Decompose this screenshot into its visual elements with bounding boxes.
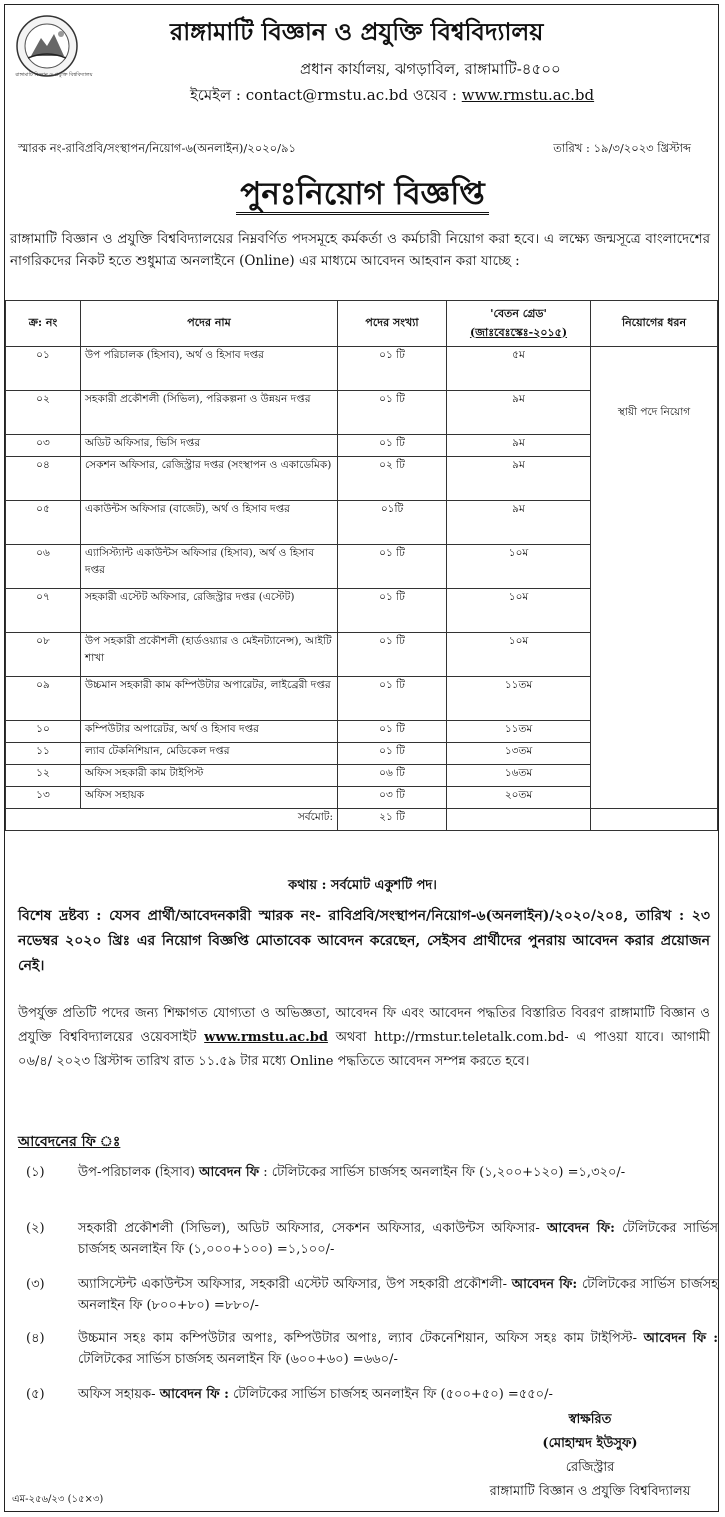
web-label: ওয়েব : [412, 86, 457, 104]
fee-bold: আবেদন ফি : [643, 1331, 718, 1346]
cell-sl: ০৬ [6, 545, 81, 589]
cell-sl: ০১ [6, 347, 81, 391]
cell-name: এ্যাসিস্ট্যান্ট একাউন্টস অফিসার (হিসাব), অর্থ ও হিসাব দপ্তর [81, 545, 338, 589]
cell-sl: ০৮ [6, 633, 81, 677]
cell-grade: ২০তম [447, 787, 591, 809]
fee-text [78, 1328, 718, 1370]
cell-grade: ১১তম [447, 677, 591, 721]
special-note: বিশেষ দ্রষ্টব্য : যেসব প্রার্থী/আবেদনকারী স্মারক নং- রাবিপ্রবি/সংস্থাপন/নিয়োগ-৬(অনলাইন)/২০২০/২০৪, তারিখ : ২৩ নভেম্বর ২০২০ খ্রিঃ এর নিয়োগ বিজ্ঞপ্তি মোতাবেক আবেদন করেছেন, সেইসব প্রার্থীদের পুনরায় আবেদন করার প্রয়োজন নেই। [18, 908, 710, 974]
fee-text [78, 1384, 718, 1405]
fee-post: টেলিটকের সার্ভিস চার্জসহ অনলাইন ফি (৬০০+৬০) =৬৬০/- [78, 1352, 398, 1367]
memo-reference: স্মারক নং-রাবিপ্রবি/সংস্থাপন/নিয়োগ-৬(অনলাইন)/২০২০/৯১ [18, 141, 296, 155]
cell-name: উচ্চমান সহকারী কাম কম্পিউটার অপারেটর, লাইব্রেরী দপ্তর [81, 677, 338, 721]
memo-date: তারিখ : ১৯/৩/২০২৩ খ্রিস্টাব্দ [553, 141, 691, 155]
logo-caption: রাঙ্গামাটি বিজ্ঞান ও প্রযুক্তি বিশ্ববিদ্যালয় [15, 72, 93, 78]
cell-sl: ০৩ [6, 435, 81, 457]
cell-sl: ১২ [6, 765, 81, 787]
cell-count: ০১ টি [338, 721, 447, 743]
fee-number: (৩) [26, 1277, 45, 1292]
fee-text [78, 1162, 718, 1183]
total-row [6, 809, 718, 831]
total-empty-cell [447, 809, 591, 831]
fee-post: টেলিটকের সার্ভিস চার্জসহ অনলাইন ফি (৮০০+৮০) =৮৮০/- [78, 1277, 718, 1313]
fee-number: (১) [26, 1165, 45, 1180]
signed-label: স্বাক্ষরিত [568, 1412, 612, 1427]
cell-grade: ৯ম [447, 501, 591, 545]
cell-grade: ৯ম [447, 457, 591, 501]
cell-grade: ১০ম [447, 589, 591, 633]
cell-name: উপ সহকারী প্রকৌশলী (হার্ডওয়্যার ও মেইনট্যানেন্স), আইটি শাখা [81, 633, 338, 677]
fee-text [78, 1218, 718, 1260]
fee-bold: আবেদন ফি : [159, 1387, 229, 1402]
header-pay-grade: 'বেতন গ্রেড' (জাঃবেঃস্কেঃ-২০১৫) [447, 301, 591, 347]
fee-bold: আবেদন ফি [199, 1165, 260, 1180]
fee-text [78, 1274, 718, 1316]
university-logo [14, 14, 80, 78]
university-address: প্রধান কার্যালয়, ঝগড়াবিল, রাঙ্গামাটি-৪৫০০ [300, 60, 561, 78]
fee-post: : টেলিটকের সার্ভিস চার্জসহ অনলাইন ফি (১,২০০+১২০) =১,৩২০/- [263, 1165, 626, 1180]
cell-sl: ১৩ [6, 787, 81, 809]
total-value: ২১ টি [338, 809, 447, 831]
header-post-name: পদের নাম [81, 301, 338, 347]
cell-name: একাউন্টস অফিসার (বাজেট), অর্থ ও হিসাব দপ্তর [81, 501, 338, 545]
contact-line [190, 84, 594, 109]
fee-bold: আবেদন ফি: [511, 1277, 578, 1292]
cell-count: ০৬ টি [338, 765, 447, 787]
cell-name: অডিট অফিসার, ভিসি দপ্তর [81, 435, 338, 457]
fee-bold: আবেদন ফি: [547, 1221, 615, 1236]
details-website-link[interactable]: www.rmstu.ac.bd [204, 1030, 328, 1045]
cell-name: অফিস সহকারী কাম টাইপিস্ট [81, 765, 338, 787]
cell-grade: ৫ম [447, 347, 591, 391]
cell-count: ০১ টি [338, 743, 447, 765]
table-row [6, 347, 718, 391]
cell-grade: ১০ম [447, 545, 591, 589]
website-link[interactable]: www.rmstu.ac.bd [461, 86, 595, 104]
posts-table [5, 300, 718, 831]
cell-count: ০১ টি [338, 633, 447, 677]
cell-count: ০১ টি [338, 545, 447, 589]
cell-appointment-type: স্থায়ী পদে নিয়োগ [591, 347, 718, 809]
total-empty-cell [591, 809, 718, 831]
cell-name: সেকশন অফিসার, রেজিস্ট্রার দপ্তর (সংস্থাপন ও একাডেমিক) [81, 457, 338, 501]
cell-count: ০১ টি [338, 677, 447, 721]
cell-name: ল্যাব টেকনিশিয়ান, মেডিকেল দপ্তর [81, 743, 338, 765]
details-paragraph: উপর্যুক্ত প্রতিটি পদের জন্য শিক্ষাগত যোগ্যতা ও অভিজ্ঞতা, আবেদন ফি এবং আবেদন পদ্ধতির বিস্তারিত বিবরণ রাঙ্গামাটি বিজ্ঞান ও প্রযুক্তি বিশ্ববিদ্যালয়ের ওয়েবসাইট www.rmstu.ac.bd অথবা http://rmstur.teletalk.com.bd- এ পাওয়া যাবে। আগামী ০৬/৪/ ২০২৩ খ্রিস্টাব্দ তারিখ রাত ১১.৫৯ টার মধ্যে Online পদ্ধতিতে আবেদন সম্পন্ন করতে হবে। [18, 1006, 710, 1069]
signatory-institution: রাঙ্গামাটি বিজ্ঞান ও প্রযুক্তি বিশ্ববিদ্যালয় [489, 1484, 691, 1499]
footer-code: এম-২৫৬/২৩ (১৫×৩) [12, 1494, 104, 1505]
fee-pre: সহকারী প্রকৌশলী (সিভিল), অডিট অফিসার, সেকশন অফিসার, একাউন্টস অফিসার- [78, 1221, 540, 1236]
cell-name: সহকারী প্রকৌশলী (সিভিল), পরিকল্পনা ও উন্নয়ন দপ্তর [81, 391, 338, 435]
cell-sl: ০৫ [6, 501, 81, 545]
cell-sl: ০৯ [6, 677, 81, 721]
cell-count: ০১ টি [338, 391, 447, 435]
fee-post: টেলিটকের সার্ভিস চার্জসহ অনলাইন ফি (৫০০+৫০) =৫৫০/- [233, 1387, 553, 1402]
signature-block [485, 1408, 695, 1504]
cell-sl: ০৭ [6, 589, 81, 633]
header-post-count: পদের সংখ্যা [338, 301, 447, 347]
fee-pre: উচ্চমান সহঃ কাম কম্পিউটার অপাঃ, কম্পিউটার অপাঃ, ল্যাব টেকনেশিয়ান, অফিস সহঃ কাম টাইপিস্ট- [78, 1331, 637, 1346]
cell-count: ০১ টি [338, 435, 447, 457]
fee-pre: অফিস সহায়ক- [78, 1387, 156, 1402]
header-appointment-type: নিয়োগের ধরন [591, 301, 718, 347]
cell-name: সহকারী এস্টেট অফিসার, রেজিস্ট্রার দপ্তর (এস্টেট) [81, 589, 338, 633]
fee-number: (৪) [26, 1331, 45, 1346]
cell-count: ০১টি [338, 501, 447, 545]
cell-sl: ০৪ [6, 457, 81, 501]
cell-sl: ০২ [6, 391, 81, 435]
cell-count: ০৩ টি [338, 787, 447, 809]
cell-name: অফিস সহায়ক [81, 787, 338, 809]
total-in-words: কথায় : সর্বমোট একুশটি পদ। [288, 878, 437, 893]
university-name: রাঙ্গামাটি বিজ্ঞান ও প্রযুক্তি বিশ্ববিদ্যালয় [170, 17, 544, 46]
fee-number: (২) [26, 1221, 45, 1236]
intro-paragraph: রাঙ্গামাটি বিজ্ঞান ও প্রযুক্তি বিশ্ববিদ্যালয়ের নিম্নবর্ণিত পদসমূহে কর্মকর্তা ও কর্মচারী নিয়োগ করা হবে। এ লক্ষ্যে জন্মসূত্রে বাংলাদেশের নাগরিকদের নিকট হতে শুধুমাত্র অনলাইনে (Online) এর মাধ্যমে আবেদন আহবান করা যাচ্ছে : [10, 231, 710, 269]
cell-count: ০১ টি [338, 347, 447, 391]
cell-grade: ১৬তম [447, 765, 591, 787]
cell-grade: ৯ম [447, 435, 591, 457]
cell-sl: ১১ [6, 743, 81, 765]
fees-heading: আবেদনের ফি ঃ [18, 1134, 121, 1150]
header-sl: ক্র: নং [6, 301, 81, 347]
cell-grade: ৯ম [447, 391, 591, 435]
cell-grade: ১১তম [447, 721, 591, 743]
cell-count: ০২ টি [338, 457, 447, 501]
cell-name: উপ পরিচালক (হিসাব), অর্থ ও হিসাব দপ্তর [81, 347, 338, 391]
fee-post: টেলিটকের সার্ভিস চার্জসহ অনলাইন ফি (১,০০০+১০০) =১,১০০/- [78, 1221, 719, 1257]
cell-sl: ১০ [6, 721, 81, 743]
fee-number: (৫) [26, 1387, 45, 1402]
email-text: ইমেইল : contact@rmstu.ac.bd [190, 86, 409, 104]
total-label: সর্বমোট: [6, 809, 338, 831]
signatory-designation: রেজিস্ট্রার [565, 1460, 615, 1475]
cell-grade: ১৩তম [447, 743, 591, 765]
signatory-name: (মোহাম্মদ ইউসুফ) [542, 1436, 638, 1451]
fee-pre: উপ-পরিচালক (হিসাব) [78, 1165, 196, 1180]
cell-grade: ১০ম [447, 633, 591, 677]
cell-count: ০১ টি [338, 589, 447, 633]
notice-title: পুনঃনিয়োগ বিজ্ঞপ্তি [0, 170, 725, 222]
cell-name: কম্পিউটার অপারেটর, অর্থ ও হিসাব দপ্তর [81, 721, 338, 743]
fee-pre: অ্যাসিস্টেন্ট একাউন্টস অফিসার, সহকারী এস্টেট অফিসার, উপ সহকারী প্রকৌশলী- [78, 1277, 507, 1292]
